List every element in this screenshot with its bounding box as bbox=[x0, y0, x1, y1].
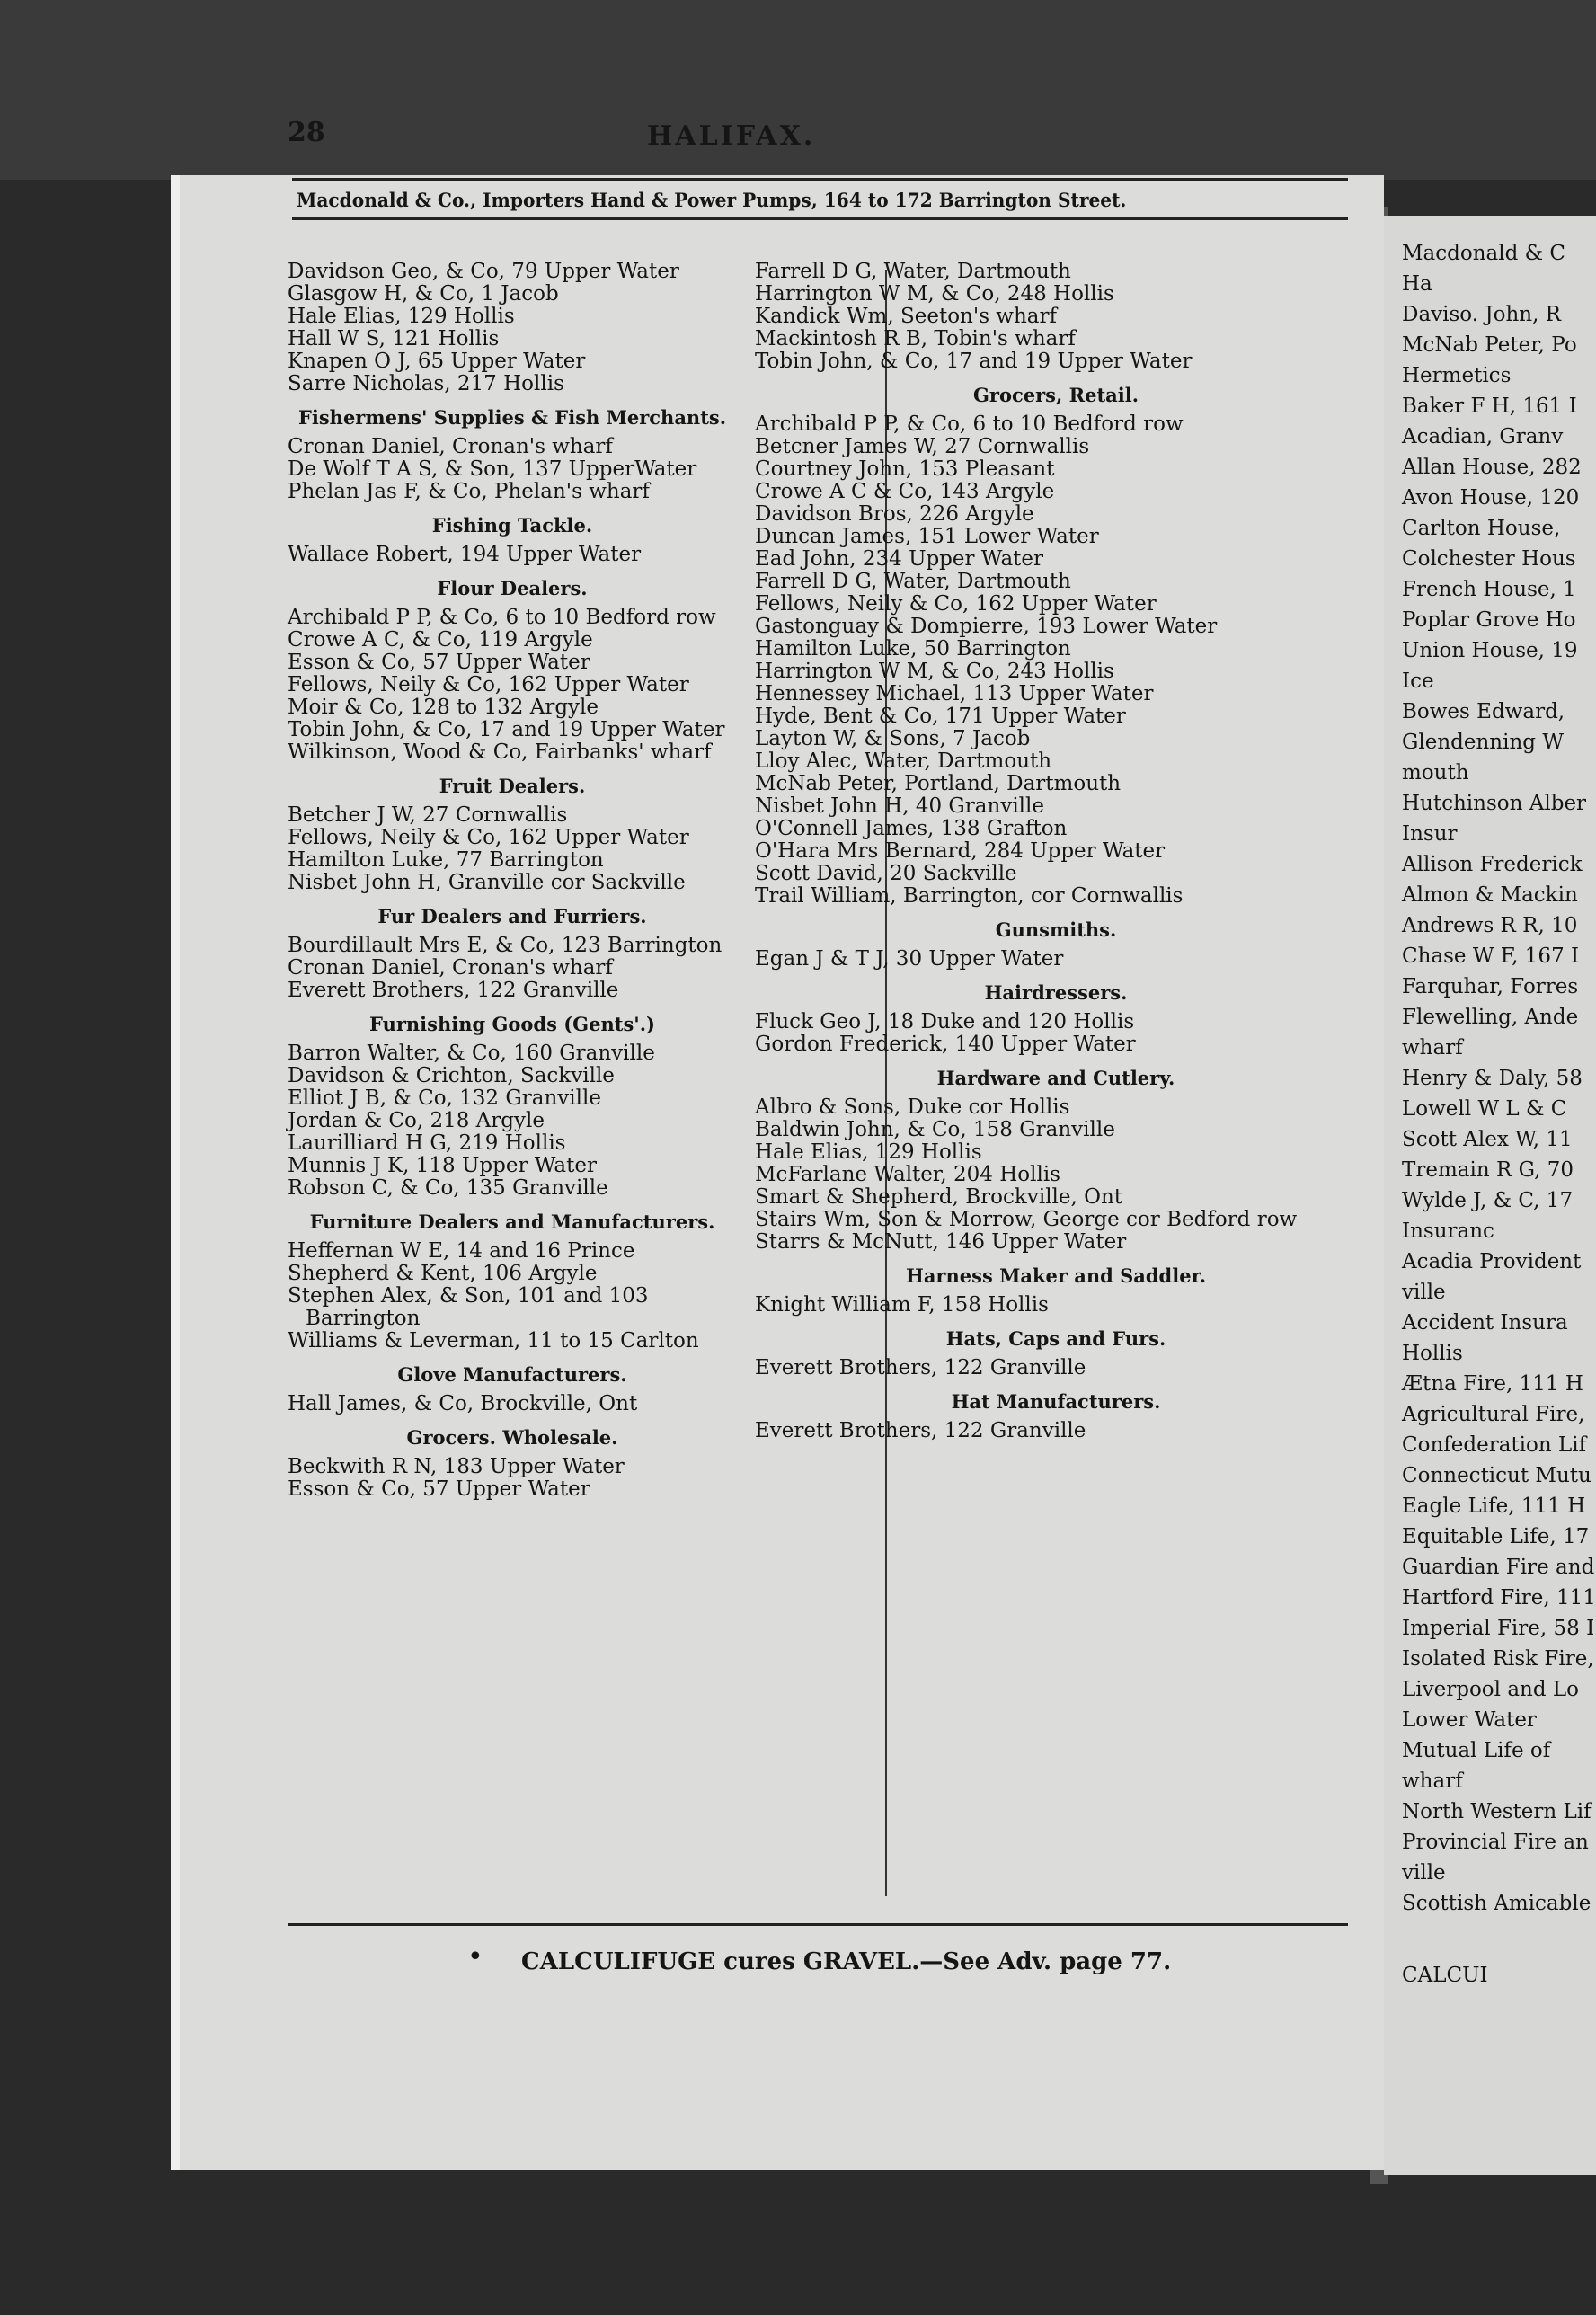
directory-entry: Starrs & McNutt, 146 Upper Water bbox=[755, 1230, 1127, 1254]
directory-entry: Hall James, & Co, Brockville, Ont bbox=[288, 1392, 638, 1415]
directory-entry: Baldwin John, & Co, 158 Granville bbox=[755, 1118, 1115, 1141]
footer-rule bbox=[288, 1923, 1348, 1926]
directory-entry: Knight William F, 158 Hollis bbox=[755, 1293, 1049, 1317]
directory-entry: Everett Brothers, 122 Granville bbox=[755, 1356, 1086, 1379]
directory-entry: Hamilton Luke, 50 Barrington bbox=[755, 637, 1071, 661]
running-head bbox=[288, 117, 1348, 162]
facing-page-line: Isolated Risk Fire, bbox=[1402, 1647, 1594, 1671]
facing-page-line: wharf bbox=[1402, 1036, 1463, 1060]
facing-page-line: Agricultural Fire, bbox=[1402, 1403, 1585, 1426]
facing-page-line: Colchester Hous bbox=[1402, 547, 1576, 571]
directory-entry: Jordan & Co, 218 Argyle bbox=[288, 1109, 545, 1132]
facing-page-line: Mutual Life of bbox=[1402, 1739, 1551, 1762]
facing-page-line: CALCUI bbox=[1402, 1964, 1488, 1987]
section-heading: Fur Dealers and Furriers. bbox=[377, 905, 647, 927]
directory-entry: Farrell D G, Water, Dartmouth bbox=[755, 260, 1071, 283]
facing-page-line: Accident Insura bbox=[1402, 1311, 1568, 1335]
facing-page-line: Insuranc bbox=[1402, 1220, 1494, 1243]
directory-entry: Sarre Nicholas, 217 Hollis bbox=[288, 372, 564, 395]
facing-page-line: Hartford Fire, 111 bbox=[1402, 1586, 1596, 1610]
directory-entry: Fluck Geo J, 18 Duke and 120 Hollis bbox=[755, 1010, 1135, 1033]
directory-entry: Courtney John, 153 Pleasant bbox=[755, 457, 1055, 481]
facing-page-line: Hermetics bbox=[1402, 364, 1512, 387]
directory-entry: Mackintosh R B, Tobin's wharf bbox=[755, 327, 1076, 350]
facing-page-line: Confederation Lif bbox=[1402, 1433, 1587, 1457]
directory-entry: Shepherd & Kent, 106 Argyle bbox=[288, 1262, 598, 1285]
section-heading: Grocers. Wholesale. bbox=[406, 1426, 618, 1449]
right-column bbox=[755, 261, 1357, 1442]
directory-entry: Albro & Sons, Duke cor Hollis bbox=[755, 1095, 1070, 1119]
facing-page-line: Allan House, 282 bbox=[1402, 456, 1582, 479]
facing-page-line: Chase W F, 167 I bbox=[1402, 945, 1580, 968]
directory-entry: Nisbet John H, 40 Granville bbox=[755, 794, 1044, 818]
facing-page-line: Wylde J, & C, 17 bbox=[1402, 1189, 1574, 1212]
directory-entry: Glasgow H, & Co, 1 Jacob bbox=[288, 282, 559, 306]
directory-entry: Archibald P P, & Co, 6 to 10 Bedford row bbox=[288, 606, 716, 629]
facing-page-line: North Western Lif bbox=[1402, 1800, 1592, 1823]
facing-page-line: Ice bbox=[1402, 670, 1434, 693]
directory-entry: Crowe A C & Co, 143 Argyle bbox=[755, 480, 1055, 503]
facing-page-line: wharf bbox=[1402, 1770, 1463, 1793]
facing-page-line: Union House, 19 bbox=[1402, 639, 1578, 662]
facing-page-line: Imperial Fire, 58 I bbox=[1402, 1617, 1595, 1640]
directory-entry: De Wolf T A S, & Son, 137 UpperWater bbox=[288, 457, 697, 481]
section-heading: Fishing Tackle. bbox=[431, 514, 593, 537]
directory-entry: McFarlane Walter, 204 Hollis bbox=[755, 1163, 1060, 1186]
directory-entry: Fellows, Neily & Co, 162 Upper Water bbox=[288, 673, 689, 696]
directory-entry: Phelan Jas F, & Co, Phelan's wharf bbox=[288, 480, 650, 503]
section-heading: Harness Maker and Saddler. bbox=[905, 1264, 1207, 1287]
facing-page-line: ville bbox=[1402, 1281, 1446, 1304]
page-title: HALIFAX. bbox=[647, 120, 816, 152]
directory-entry: Betcher J W, 27 Cornwallis bbox=[288, 803, 568, 827]
directory-entry: Davidson Geo, & Co, 79 Upper Water bbox=[288, 260, 679, 283]
facing-page-line: Liverpool and Lo bbox=[1402, 1678, 1579, 1701]
directory-entry: Barron Walter, & Co, 160 Granville bbox=[288, 1042, 655, 1065]
section-heading: Hats, Caps and Furs. bbox=[945, 1327, 1166, 1350]
facing-page-line: Hollis bbox=[1402, 1342, 1463, 1365]
section-heading: Glove Manufacturers. bbox=[397, 1363, 627, 1386]
directory-entry: Esson & Co, 57 Upper Water bbox=[288, 1477, 590, 1501]
directory-entry: Beckwith R N, 183 Upper Water bbox=[288, 1455, 625, 1478]
directory-entry: Laurilliard H G, 219 Hollis bbox=[288, 1131, 566, 1155]
section-heading: Hairdressers. bbox=[984, 981, 1128, 1004]
directory-entry: Trail William, Barrington, cor Cornwallis bbox=[755, 884, 1184, 908]
facing-page bbox=[1384, 216, 1596, 2175]
facing-page-line: Hutchinson Alber bbox=[1402, 792, 1587, 815]
facing-page-line: Scottish Amicable bbox=[1402, 1892, 1592, 1915]
facing-page-line: Bowes Edward, bbox=[1402, 700, 1565, 723]
directory-entry: Stairs Wm, Son & Morrow, George cor Bedford row bbox=[755, 1208, 1298, 1231]
directory-entry: Egan J & T J, 30 Upper Water bbox=[755, 947, 1064, 971]
facing-page-line: Avon House, 120 bbox=[1402, 486, 1580, 510]
facing-page-line: Lowell W L & C bbox=[1402, 1097, 1567, 1121]
directory-entry: Everett Brothers, 122 Granville bbox=[755, 1419, 1086, 1442]
ink-mark: • bbox=[467, 1941, 483, 1973]
directory-entry: Hale Elias, 129 Hollis bbox=[288, 305, 515, 328]
page-number: 28 bbox=[288, 117, 325, 148]
facing-page-line: Scott Alex W, 11 bbox=[1402, 1128, 1573, 1151]
facing-page-line: Macdonald & C bbox=[1402, 242, 1566, 265]
header-rule bbox=[292, 178, 1348, 181]
facing-page-line: Equitable Life, 17 bbox=[1402, 1525, 1590, 1548]
directory-entry: Bourdillault Mrs E, & Co, 123 Barrington bbox=[288, 934, 723, 957]
facing-page-line: Flewelling, Ande bbox=[1402, 1006, 1579, 1029]
directory-entry: Robson C, & Co, 135 Granville bbox=[288, 1176, 608, 1200]
directory-entry: Harrington W M, & Co, 248 Hollis bbox=[755, 282, 1114, 306]
facing-page-line: Henry & Daly, 58 bbox=[1402, 1067, 1583, 1090]
directory-entry: Layton W, & Sons, 7 Jacob bbox=[755, 727, 1031, 750]
section-heading: Grocers, Retail. bbox=[972, 384, 1139, 406]
directory-entry: Farrell D G, Water, Dartmouth bbox=[755, 570, 1071, 593]
section-heading: Hat Manufacturers. bbox=[951, 1390, 1161, 1413]
section-heading: Fishermens' Supplies & Fish Merchants. bbox=[297, 406, 727, 429]
facing-page-line: Insur bbox=[1402, 822, 1458, 846]
banner-rule bbox=[292, 217, 1348, 220]
facing-page-line: Carlton House, bbox=[1402, 517, 1561, 540]
directory-entry: Esson & Co, 57 Upper Water bbox=[288, 651, 590, 674]
directory-entry: Elliot J B, & Co, 132 Granville bbox=[288, 1087, 601, 1110]
footer-advert: CALCULIFUGE cures GRAVEL.—See Adv. page 77. bbox=[521, 1948, 1172, 1975]
directory-entry: Archibald P P, & Co, 6 to 10 Bedford row bbox=[755, 412, 1184, 436]
directory-entry: Tobin John, & Co, 17 and 19 Upper Water bbox=[288, 718, 725, 741]
left-column bbox=[288, 261, 737, 1501]
directory-entry: Fellows, Neily & Co, 162 Upper Water bbox=[288, 826, 689, 849]
facing-page-line: mouth bbox=[1402, 761, 1469, 785]
directory-entry: Hennessey Michael, 113 Upper Water bbox=[755, 682, 1154, 705]
facing-page-line: Eagle Life, 111 H bbox=[1402, 1495, 1586, 1518]
facing-page-line: Acadia Provident bbox=[1402, 1250, 1582, 1273]
facing-page-line: Ha bbox=[1402, 272, 1432, 296]
directory-entry: O'Connell James, 138 Grafton bbox=[755, 817, 1068, 840]
directory-entry: Ead John, 234 Upper Water bbox=[755, 547, 1044, 571]
facing-page-line: Ætna Fire, 111 H bbox=[1402, 1372, 1583, 1396]
directory-entry: Scott David, 20 Sackville bbox=[755, 862, 1017, 885]
directory-entry: Tobin John, & Co, 17 and 19 Upper Water bbox=[755, 350, 1193, 373]
directory-entry: Williams & Leverman, 11 to 15 Carlton bbox=[288, 1329, 699, 1353]
directory-entry: Gordon Frederick, 140 Upper Water bbox=[755, 1033, 1136, 1056]
directory-entry: Cronan Daniel, Cronan's wharf bbox=[288, 956, 613, 980]
facing-page-line: Lower Water bbox=[1402, 1708, 1537, 1732]
facing-page-line: Poplar Grove Ho bbox=[1402, 608, 1576, 632]
directory-entry: Kandick Wm, Seeton's wharf bbox=[755, 305, 1058, 328]
directory-entry: Gastonguay & Dompierre, 193 Lower Water bbox=[755, 615, 1218, 638]
facing-page-line: ville bbox=[1402, 1861, 1446, 1885]
directory-entry: Duncan James, 151 Lower Water bbox=[755, 525, 1099, 548]
facing-page-line: Almon & Mackin bbox=[1402, 883, 1578, 907]
facing-page-line: Allison Frederick bbox=[1402, 853, 1583, 876]
directory-entry: Davidson & Crichton, Sackville bbox=[288, 1064, 615, 1087]
section-heading: Fruit Dealers. bbox=[439, 775, 586, 797]
directory-entry: McNab Peter, Portland, Dartmouth bbox=[755, 772, 1122, 795]
directory-entry: Fellows, Neily & Co, 162 Upper Water bbox=[755, 592, 1157, 616]
facing-page-line: Daviso. John, R bbox=[1402, 303, 1562, 326]
section-heading: Furniture Dealers and Manufacturers. bbox=[309, 1211, 715, 1233]
section-heading: Hardware and Cutlery. bbox=[936, 1067, 1175, 1089]
directory-entry: O'Hara Mrs Bernard, 284 Upper Water bbox=[755, 839, 1166, 863]
directory-entry: Smart & Shepherd, Brockville, Ont bbox=[755, 1185, 1123, 1209]
directory-entry: Hyde, Bent & Co, 171 Upper Water bbox=[755, 705, 1126, 728]
directory-entry: Nisbet John H, Granville cor Sackville bbox=[288, 871, 686, 894]
directory-entry: Hale Elias, 129 Hollis bbox=[755, 1140, 982, 1164]
facing-page-line: Acadian, Granv bbox=[1402, 425, 1564, 448]
directory-entry: Everett Brothers, 122 Granville bbox=[288, 979, 619, 1002]
directory-entry: Knapen O J, 65 Upper Water bbox=[288, 350, 586, 373]
advert-banner: Macdonald & Co., Importers Hand & Power Pumps, 164 to 172 Barrington Street. bbox=[297, 189, 1127, 211]
directory-entry: Lloy Alec, Water, Dartmouth bbox=[755, 749, 1052, 773]
facing-page-line: Baker F H, 161 I bbox=[1402, 395, 1577, 418]
facing-page-line: Andrews R R, 10 bbox=[1402, 914, 1578, 937]
directory-entry: Stephen Alex, & Son, 101 and 103 Barrington bbox=[288, 1284, 649, 1330]
directory-entry: Wallace Robert, 194 Upper Water bbox=[288, 543, 642, 566]
directory-entry: Cronan Daniel, Cronan's wharf bbox=[288, 435, 613, 458]
facing-page-line: French House, 1 bbox=[1402, 578, 1576, 601]
directory-entry: Hall W S, 121 Hollis bbox=[288, 327, 500, 350]
facing-page-line: Farquhar, Forres bbox=[1402, 975, 1579, 998]
directory-entry: Betcner James W, 27 Cornwallis bbox=[755, 435, 1090, 458]
directory-entry: Hamilton Luke, 77 Barrington bbox=[288, 848, 604, 872]
directory-entry: Harrington W M, & Co, 243 Hollis bbox=[755, 660, 1114, 683]
directory-entry: Munnis J K, 118 Upper Water bbox=[288, 1154, 597, 1177]
facing-page-line: Provincial Fire an bbox=[1402, 1831, 1589, 1854]
facing-page-line: Glendenning W bbox=[1402, 731, 1564, 754]
directory-entry: Moir & Co, 128 to 132 Argyle bbox=[288, 696, 599, 719]
directory-entry: Wilkinson, Wood & Co, Fairbanks' wharf bbox=[288, 741, 712, 764]
directory-entry: Heffernan W E, 14 and 16 Prince bbox=[288, 1239, 635, 1263]
facing-page-line: McNab Peter, Po bbox=[1402, 333, 1577, 357]
facing-page-line: Tremain R G, 70 bbox=[1402, 1158, 1574, 1182]
facing-page-line: Guardian Fire and bbox=[1402, 1556, 1595, 1579]
facing-page-line: Connecticut Mutu bbox=[1402, 1464, 1592, 1487]
directory-entry: Davidson Bros, 226 Argyle bbox=[755, 502, 1034, 526]
directory-entry: Crowe A C, & Co, 119 Argyle bbox=[288, 628, 593, 652]
section-heading: Gunsmiths. bbox=[995, 918, 1117, 941]
section-heading: Flour Dealers. bbox=[437, 577, 588, 599]
section-heading: Furnishing Goods (Gents'.) bbox=[369, 1013, 655, 1035]
